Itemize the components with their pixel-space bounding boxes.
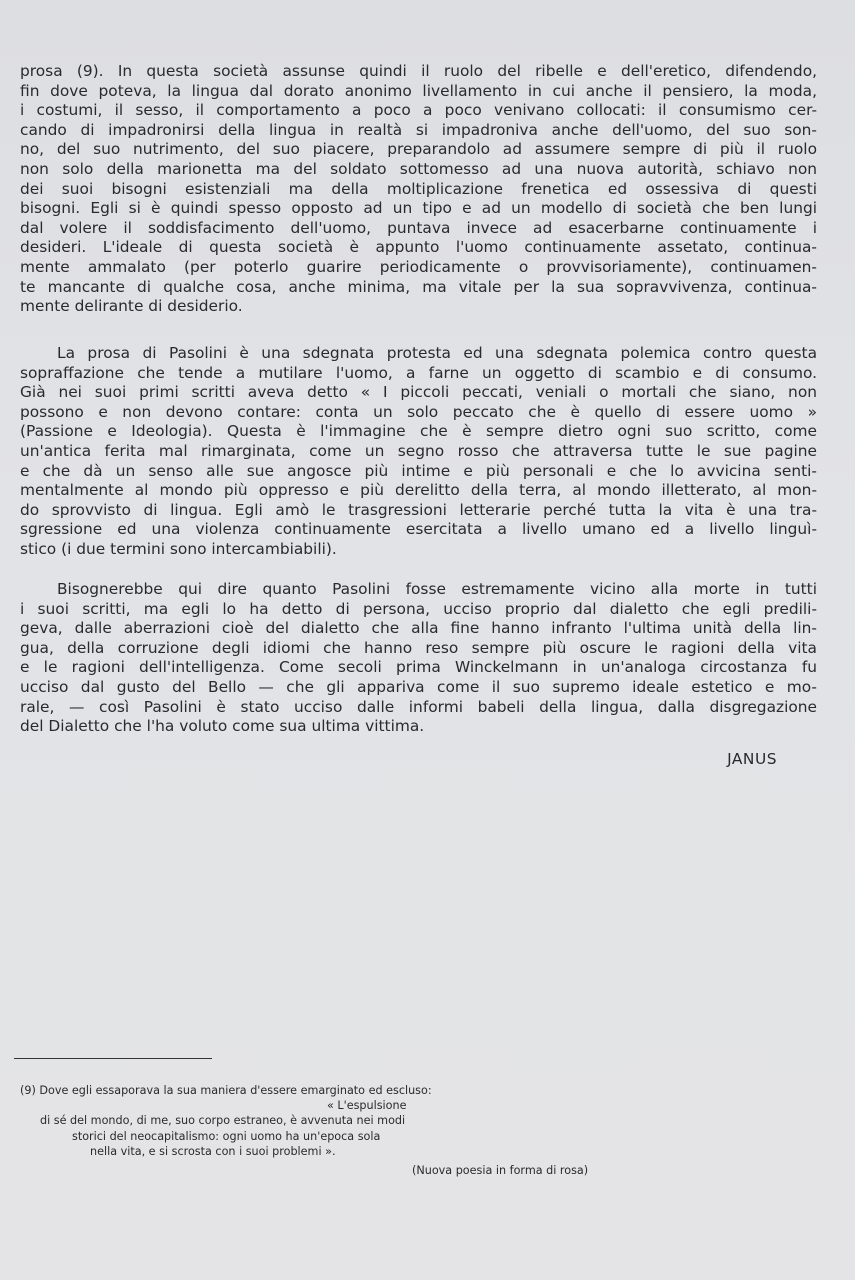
text-line: dei suoi bisogni esistenziali ma della moltiplicazione frenetica ed ossessiva di questi: [20, 179, 817, 198]
text-line: mente delirante di desiderio.: [20, 297, 243, 316]
footnote-line: (9) Dove egli essaporava la sua maniera d'essere emarginato ed escluso:: [20, 1084, 432, 1097]
footnote-source: (Nuova poesia in forma di rosa): [412, 1164, 589, 1178]
text-line: no, del suo nutrimento, del suo piacere, preparandolo ad assumere sempre di più il ruolo: [20, 140, 817, 159]
text-line: stico (i due termini sono intercambiabili).: [20, 539, 337, 558]
text-line: desideri. L'ideale di questa società è appunto l'uomo continuamente assetato, continua-: [20, 238, 817, 257]
footnote-separator: [14, 1058, 212, 1059]
footnote-line: « L'espulsione: [327, 1099, 407, 1113]
text-line: e che dà un senso alle sue angosce più intime e più personali e che lo avvicina senti-: [20, 461, 817, 480]
text-line: mente ammalato (per poterlo guarire periodicamente o provvisoriamente), continuamen-: [20, 257, 817, 276]
footnote-line: nella vita, e si scrosta con i suoi problemi ».: [90, 1144, 336, 1158]
text-line: sopraffazione che tende a mutilare l'uomo, a farne un oggetto di scambio e di consumo.: [20, 363, 817, 382]
text-line: do sprovvisto di lingua. Egli amò le trasgressioni letterarie perché tutta la vita è una tra-: [20, 500, 817, 519]
text-line: cando di impadronirsi della lingua in realtà si impadroniva anche dell'uomo, del suo son-: [20, 120, 817, 139]
text-line: gua, della corruzione degli idiomi che hanno reso sempre più oscure le ragioni della vita: [20, 638, 817, 657]
text-line: un'antica ferita mal rimarginata, come un segno rosso che attraversa tutte le sue pagine: [20, 441, 817, 460]
text-line: bisogni. Egli si è quindi spesso opposto ad un tipo e ad un modello di società che ben lungi: [20, 199, 817, 218]
footnote: [20, 1083, 640, 1178]
text-line: e le ragioni dell'intelligenza. Come secoli prima Winckelmann in un'analoga circostanza fu: [20, 658, 817, 677]
text-line: rale, — così Pasolini è stato ucciso dalle informi babeli della lingua, dalla disgregazione: [20, 697, 817, 716]
text-line: Bisognerebbe qui dire quanto Pasolini fosse estremamente vicino alla morte in tutti: [57, 580, 817, 598]
text-line: prosa (9). In questa società assunse quindi il ruolo del ribelle e dell'eretico, difendendo,: [20, 62, 817, 80]
text-line: (Passione e Ideologia). Questa è l'immagine che è sempre dietro ogni suo scritto, come: [20, 422, 817, 441]
footnote-line: di sé del mondo, di me, suo corpo estraneo, è avvenuta nei modi: [40, 1114, 406, 1128]
text-line: te mancante di qualche cosa, anche minima, ma vitale per la sua sopravvivenza, continua-: [20, 277, 817, 296]
text-line: non solo della marionetta ma del soldato sottomesso ad una nuova autorità, schiavo non: [20, 159, 817, 178]
text-line: mentalmente al mondo più oppresso e più derelitto della terra, al mondo illetterato, al mon-: [20, 481, 817, 500]
text-line: geva, dalle aberrazioni cioè del dialetto che alla fine hanno infranto l'ultima unità della lin-: [20, 619, 817, 638]
paragraph-1: [20, 62, 817, 317]
text-line: possono e non devono contare: conta un solo peccato che è quello di essere uomo »: [20, 402, 817, 421]
paragraph-3: [20, 580, 817, 737]
text-line: i suoi scritti, ma egli lo ha detto di persona, ucciso proprio dal dialetto che egli predili-: [20, 599, 817, 618]
text-line: dal volere il soddisfacimento dell'uomo, puntava invece ad esacerbarne continuamente i: [20, 218, 817, 237]
text-line: sgressione ed una violenza continuamente esercitata a livello umano ed a livello linguì-: [20, 520, 817, 539]
text-line: ucciso dal gusto del Bello — che gli appariva come il suo supremo ideale estetico e mo-: [20, 677, 817, 696]
text-line: fin dove poteva, la lingua dal dorato anonimo livellamento in cui anche il pensiero, la moda,: [20, 81, 817, 100]
text-line: Già nei suoi primi scritti aveva detto « I piccoli peccati, veniali o mortali che siano, non: [20, 383, 817, 402]
text-line: i costumi, il sesso, il comportamento a poco a poco venivano collocati: il consumismo cer-: [20, 101, 817, 120]
author-signature: JANUS: [727, 750, 777, 768]
text-line: del Dialetto che l'ha voluto come sua ultima vittima.: [20, 717, 425, 736]
footnote-line: storici del neocapitalismo: ogni uomo ha un'epoca sola: [72, 1129, 381, 1143]
paragraph-2: [20, 344, 817, 560]
text-line: La prosa di Pasolini è una sdegnata protesta ed una sdegnata polemica contro questa: [57, 344, 817, 362]
